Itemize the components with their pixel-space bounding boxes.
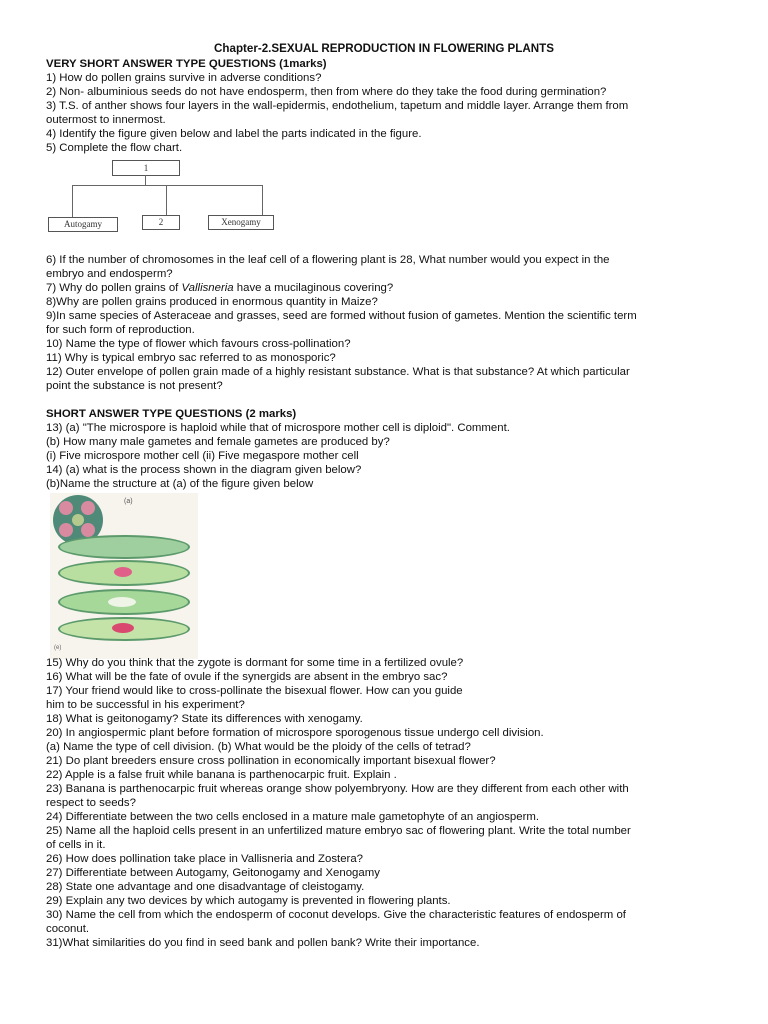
- question-3-continued: outermost to innermost.: [46, 114, 166, 126]
- flowchart-connector: [72, 185, 73, 217]
- microspore-cell-stage-2: [58, 560, 190, 586]
- question-4: 4) Identify the figure given below and label the parts indicated in the figure.: [46, 128, 422, 140]
- question-26: 26) How does pollination take place in Vallisneria and Zostera?: [46, 853, 364, 865]
- question-13-options: (i) Five microspore mother cell (ii) Five megaspore mother cell: [46, 450, 359, 462]
- question-1: 1) How do pollen grains survive in adverse conditions?: [46, 72, 322, 84]
- section-heading-very-short: VERY SHORT ANSWER TYPE QUESTIONS (1marks): [46, 58, 327, 70]
- question-8: 8)Why are pollen grains produced in enormous quantity in Maize?: [46, 296, 378, 308]
- question-14: 14) (a) what is the process shown in the diagram given below?: [46, 464, 362, 476]
- flowchart-connector: [72, 185, 262, 186]
- question-17: 17) Your friend would like to cross-pollinate the bisexual flower. How can you guide: [46, 685, 463, 697]
- question-12: 12) Outer envelope of pollen grain made of a highly resistant substance. What is that substance? At which particular: [46, 366, 630, 378]
- question-9-continued: for such form of reproduction.: [46, 324, 195, 336]
- question-7-text-end: have a mucilaginous covering?: [233, 282, 394, 294]
- flowchart-box-top: 1: [112, 160, 180, 176]
- question-2: 2) Non- albuminious seeds do not have endosperm, then from where do they take the food during germination?: [46, 86, 607, 98]
- flowchart-connector: [262, 185, 263, 215]
- question-31: 31)What similarities do you find in seed bank and pollen bank? Write their importance.: [46, 937, 480, 949]
- question-7-text: 7) Why do pollen grains of: [46, 282, 182, 294]
- question-3: 3) T.S. of anther shows four layers in the wall-epidermis, endothelium, tapetum and middle layer. Arrange them from: [46, 100, 629, 112]
- question-29: 29) Explain any two devices by which autogamy is prevented in flowering plants.: [46, 895, 451, 907]
- flowchart-box-right: Xenogamy: [208, 215, 274, 230]
- diagram-label-e: (e): [54, 645, 62, 651]
- question-30-continued: coconut.: [46, 923, 90, 935]
- question-28: 28) State one advantage and one disadvantage of cleistogamy.: [46, 881, 365, 893]
- section-heading-short: SHORT ANSWER TYPE QUESTIONS (2 marks): [46, 408, 297, 420]
- question-20-parts: (a) Name the type of cell division. (b) What would be the ploidy of the cells of tetrad?: [46, 741, 471, 753]
- question-14-part-b: (b)Name the structure at (a) of the figure given below: [46, 478, 314, 490]
- flowchart-box-middle: 2: [142, 215, 180, 230]
- question-7: [46, 281, 726, 295]
- question-6: 6) If the number of chromosomes in the leaf cell of a flowering plant is 28, What number would you expect in the: [46, 254, 610, 266]
- question-12-continued: point the substance is not present?: [46, 380, 223, 392]
- question-7-species: Vallisneria: [181, 282, 234, 294]
- question-16: 16) What will be the fate of ovule if the synergids are absent in the embryo sac?: [46, 671, 448, 683]
- question-23-continued: respect to seeds?: [46, 797, 136, 809]
- anther-development-diagram: [50, 493, 198, 659]
- microspore-cell-stage-1: [58, 535, 190, 559]
- question-25-continued: of cells in it.: [46, 839, 106, 851]
- flowchart-box-left: Autogamy: [48, 217, 118, 232]
- diagram-label-a: (a): [124, 498, 133, 505]
- question-13-part-b: (b) How many male gametes and female gametes are produced by?: [46, 436, 390, 448]
- question-27: 27) Differentiate between Autogamy, Geitonogamy and Xenogamy: [46, 867, 380, 879]
- question-25: 25) Name all the haploid cells present in an unfertilized mature embryo sac of flowering plant. Write the total number: [46, 825, 631, 837]
- question-17-continued: him to be successful in his experiment?: [46, 699, 245, 711]
- flowchart-connector: [145, 175, 146, 185]
- question-5: 5) Complete the flow chart.: [46, 142, 183, 154]
- question-30: 30) Name the cell from which the endosperm of coconut develops. Give the characteristic features of endosperm of: [46, 909, 626, 921]
- question-15: 15) Why do you think that the zygote is dormant for some time in a fertilized ovule?: [46, 657, 464, 669]
- microspore-cell-stage-4: [58, 617, 190, 641]
- question-20: 20) In angiospermic plant before formation of microspore sporogenous tissue undergo cell division.: [46, 727, 544, 739]
- question-10: 10) Name the type of flower which favours cross-pollination?: [46, 338, 351, 350]
- flow-chart-figure: [46, 157, 276, 235]
- question-22: 22) Apple is a false fruit while banana is parthenocarpic fruit. Explain .: [46, 769, 397, 781]
- question-13: 13) (a) "The microspore is haploid while that of microspore mother cell is diploid". Comment.: [46, 422, 510, 434]
- question-6-continued: embryo and endosperm?: [46, 268, 173, 280]
- question-21: 21) Do plant breeders ensure cross pollination in economically important bisexual flower?: [46, 755, 496, 767]
- question-18: 18) What is geitonogamy? State its differences with xenogamy.: [46, 713, 363, 725]
- question-11: 11) Why is typical embryo sac referred to as monosporic?: [46, 352, 336, 364]
- question-9: 9)In same species of Asteraceae and grasses, seed are formed without fusion of gametes. Mention the scientific term: [46, 310, 637, 322]
- question-24: 24) Differentiate between the two cells enclosed in a mature male gametophyte of an angiosperm.: [46, 811, 540, 823]
- document-title: Chapter-2.SEXUAL REPRODUCTION IN FLOWERING PLANTS: [214, 42, 554, 55]
- microspore-cell-stage-3: [58, 589, 190, 615]
- question-23: 23) Banana is parthenocarpic fruit whereas orange show polyembryony. How are they different from each other with: [46, 783, 629, 795]
- flowchart-connector: [166, 185, 167, 215]
